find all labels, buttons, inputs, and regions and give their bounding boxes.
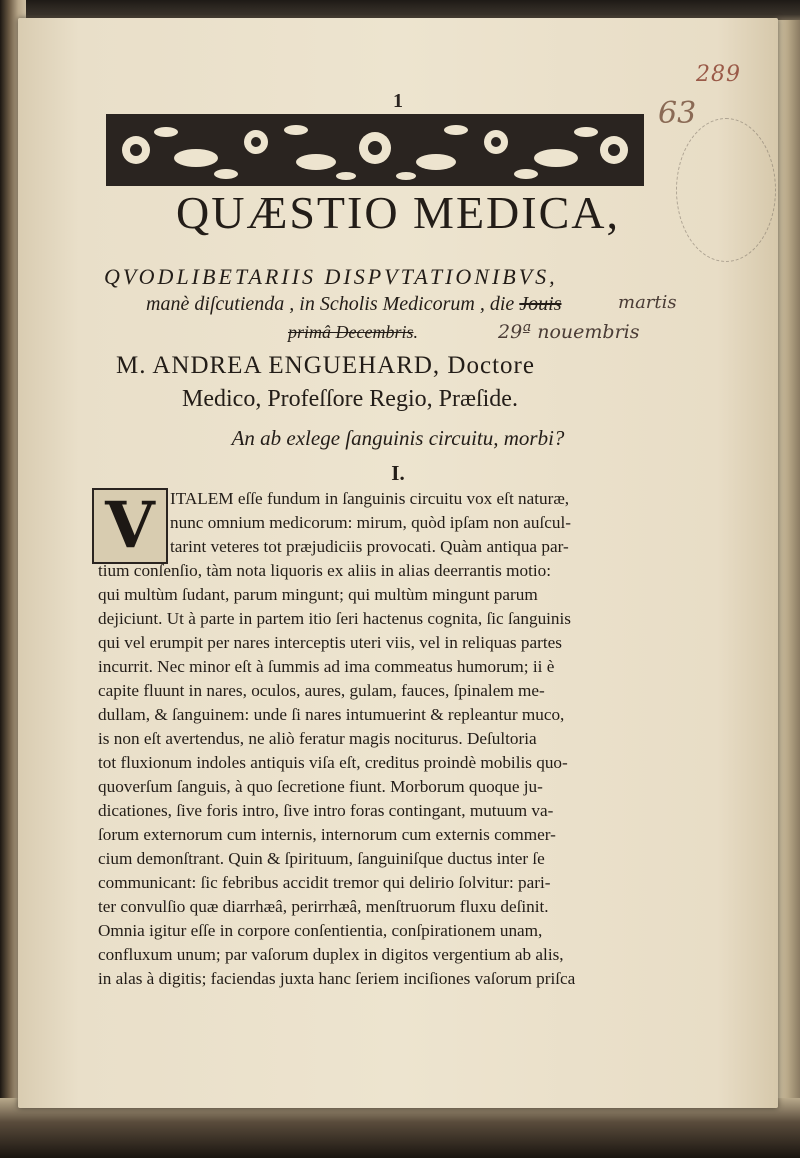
book-page [18,18,778,1108]
document-subtitle: QVODLIBETARIIS DISPVTATIONIBVS, [104,264,558,289]
thesis-question: An ab exlege ſanguinis circuitu, morbi? [231,426,565,450]
floral-headpiece-ornament [106,114,644,186]
text-line: communicant: ſic febribus accidit tremor qui delirio ſolvitur: pari- [98,873,551,892]
text-line: is non eſt avertendus, ne aliò feratur magis nociturus. Deſultoria [98,729,537,748]
text-line: confluxum unum; par vaſorum duplex in digitos vergentium ab alis, [98,945,564,964]
text-line: dullam, & ſanguinem: unde ſi nares intumuerint & repleantur muco, [98,705,565,724]
decorated-initial-letter: V [105,488,155,563]
struck-weekday: Jouis [519,293,562,315]
manuscript-folio-number: 289 [696,62,741,87]
text-line: Omnia igitur eſſe in corpore conſentientia, conſpirationem unam, [98,921,543,940]
text-line: quoverſum ſanguis, à quo ſecretione fiunt. Morborum quoque ju- [98,777,543,796]
praeses-name: M. ANDREA ENGUEHARD, Doctore [116,352,535,379]
decorated-initial [92,488,168,564]
book-right-edge [776,20,800,1120]
text-line: tium conſenſio, tàm nota liquoris ex aliis in alias deerrantis motio: [98,561,551,580]
manuscript-page-number: 63 [658,96,697,131]
text-line: tot fluxionum indoles antiquis viſa eſt, creditus proindè mobilis quo- [98,753,568,772]
section-numeral: I. [391,461,405,485]
disputation-date-text: manè diſcutienda , in Scholis Medicorum , die [146,293,515,315]
text-line: ITALEM eſſe fundum in ſanguinis circuitu vox eſt naturæ, [170,489,570,508]
text-line: ter convulſio quæ diarrhæâ, perirrhæâ, menſtruorum fluxu deſinit. [98,897,549,916]
text-line: incurrit. Nec minor eſt à ſummis ad ima commeatus humorum; ii è [98,657,555,676]
text-line: qui multùm ſudant, parum mingunt; qui multùm mingunt parum [98,585,538,604]
praeses-title: Medico, Profeſſore Regio, Præſide. [182,386,518,412]
struck-date: primâ Decembris [288,322,414,342]
text-line: cium demonſtrant. Quin & ſpirituum, ſanguiniſque ductus inter ſe [98,849,545,868]
text-line: capite fluunt in nares, oculos, aures, gulam, fauces, ſpinalem me- [98,681,545,700]
disputation-date-line [146,293,561,316]
document-title: QUÆSTIO MEDICA, [176,187,620,238]
page-number: 1 [393,90,403,112]
text-line: dejiciunt. Ut à parte in partem itio ſeri hactenus cognita, ſic ſanguinis [98,609,571,628]
text-line: dicationes, ſive foris intro, ſive intro foras contingant, mutuum va- [98,801,554,820]
text-line: tarint veteres tot præjudiciis provocati. Quàm antiqua par- [170,537,569,556]
date-period: . [413,322,418,342]
handwritten-date-correction: 29ª nouembris [498,321,640,343]
text-line: nunc omnium medicorum: mirum, quòd ipſam non auſcul- [170,513,571,532]
text-line: qui vel erumpit per nares interceptis uteri viis, vel in reliquas partes [98,633,562,652]
disputation-date-line-2 [288,322,418,343]
text-line: ſorum externorum cum internis, internorum cum externis commer- [98,825,556,844]
text-line: in alas à digitis; faciendas juxta hanc ſeriem inciſiones vaſorum priſca [98,969,576,988]
handwritten-weekday-correction: martis [618,292,677,313]
